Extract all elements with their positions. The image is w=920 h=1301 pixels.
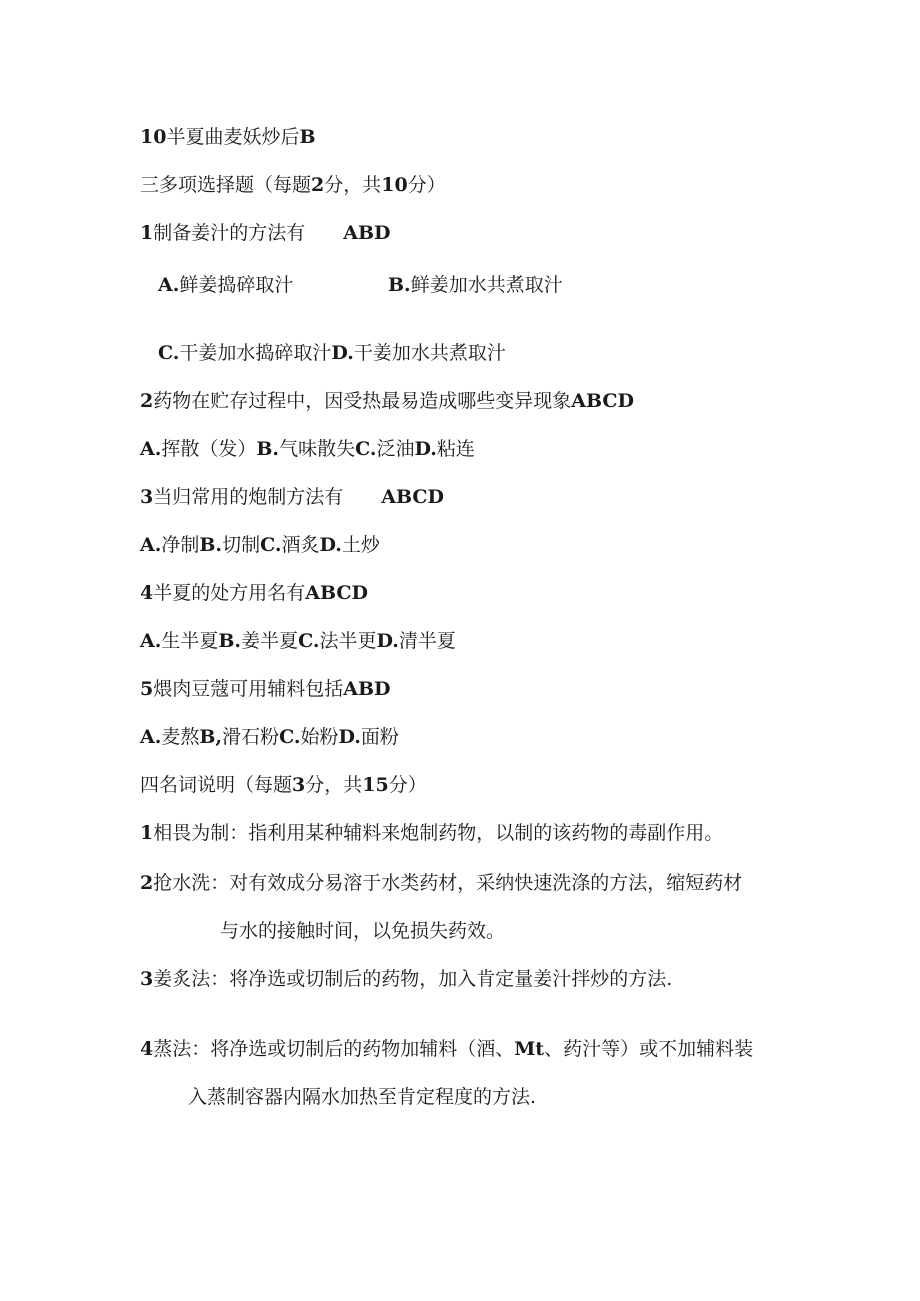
option-letter: A.	[140, 534, 162, 556]
option-letter: A.	[140, 438, 162, 460]
term-number: 2	[140, 872, 154, 894]
term-text: 抢水洗：对有效成分易溶于水类药材，采纳快速洗涤的方法，缩短药材	[153, 872, 743, 894]
question-text: 半夏的处方用名有	[153, 582, 306, 604]
option-text: 气味散失	[279, 438, 356, 460]
question-2-line	[140, 389, 634, 413]
question-text: 当归常用的炮制方法有	[153, 486, 344, 508]
question-3-line	[140, 485, 444, 509]
heading-text: 三多项选择题（每题	[140, 174, 312, 196]
option-letter: B.	[218, 630, 242, 652]
heading-text: 分）	[407, 174, 446, 196]
options-line-q3	[140, 533, 380, 557]
answer: ABCD	[571, 390, 635, 412]
option-text: 清半夏	[398, 630, 456, 652]
option-text: 鲜姜加水共煮取汁	[410, 274, 563, 296]
section-heading-terms	[140, 773, 427, 797]
term-2-line	[140, 871, 742, 895]
question-1-line	[140, 221, 391, 245]
heading-text: 分，共	[324, 174, 382, 196]
option-text: 姜半夏	[241, 630, 299, 652]
option-text: 面粉	[360, 726, 399, 748]
question-5-line	[140, 677, 391, 701]
option-text: 干姜加水共煮取汁	[353, 342, 506, 364]
option-text: 干姜加水捣碎取汁	[179, 342, 332, 364]
option-letter: C.	[260, 534, 282, 556]
option-text: 法半更	[319, 630, 377, 652]
term-4-line	[140, 1037, 753, 1061]
term-4-continuation	[188, 1085, 536, 1109]
option-text: 生半夏	[161, 630, 219, 652]
option-text: 挥散（发）	[161, 438, 257, 460]
options-line-q4	[140, 629, 456, 653]
term-text: 相畏为制：指利用某种辅料来炮制药物，以制的该药物的毒副作用。	[153, 822, 724, 844]
question-text: 制备姜汁的方法有	[153, 222, 306, 244]
term-2-continuation	[220, 919, 505, 943]
heading-total: 15	[362, 774, 389, 796]
options-b-line	[388, 273, 563, 297]
question-number: 3	[140, 486, 154, 508]
option-letter: D.	[338, 726, 361, 748]
options-line-q5	[140, 725, 399, 749]
term-text: 、药汁等）或不加辅料装	[544, 1038, 754, 1060]
option-letter: A.	[140, 726, 162, 748]
option-letter: D.	[376, 630, 399, 652]
answer: ABD	[343, 222, 391, 244]
question-4-line	[140, 581, 368, 605]
heading-total: 10	[381, 174, 408, 196]
answer: ABD	[343, 678, 391, 700]
term-text: 与水的接触时间，以免损失药效。	[220, 920, 506, 942]
question-number: 1	[140, 222, 154, 244]
question-number: 2	[140, 390, 154, 412]
option-text: 始粉	[300, 726, 339, 748]
term-3-line	[140, 967, 672, 991]
option-letter: C.	[298, 630, 320, 652]
term-bold-text: Mt	[514, 1038, 545, 1060]
question-text: 半夏曲麦妖炒后	[166, 126, 300, 148]
term-number: 1	[140, 822, 154, 844]
option-letter: D.	[414, 438, 437, 460]
question-number: 4	[140, 582, 154, 604]
option-letter: B,	[199, 726, 223, 748]
option-text: 净制	[161, 534, 200, 556]
answer: ABCD	[381, 486, 445, 508]
options-ab-line	[158, 273, 293, 297]
option-text: 切制	[222, 534, 261, 556]
heading-text: 分）	[388, 774, 427, 796]
option-text: 土炒	[341, 534, 380, 556]
option-letter: C.	[355, 438, 377, 460]
term-text: 入蒸制容器内隔水加热至肯定程度的方法.	[188, 1086, 537, 1108]
heading-text: 分，共	[305, 774, 363, 796]
term-text: 蒸法：将净选或切制后的药物加辅料（酒、	[153, 1038, 515, 1060]
question-text: 煨肉豆蔻可用辅料包括	[153, 678, 344, 700]
options-line-q2	[140, 437, 475, 461]
option-letter: D.	[331, 342, 354, 364]
answer: B	[299, 126, 316, 148]
term-number: 3	[140, 968, 154, 990]
answer: ABCD	[305, 582, 369, 604]
section-heading-multiple-choice	[140, 173, 446, 197]
question-text: 药物在贮存过程中，因受热最易造成哪些变异现象	[153, 390, 572, 412]
question-number: 10	[140, 126, 167, 148]
option-text: 麦熬	[161, 726, 200, 748]
option-letter: C.	[279, 726, 301, 748]
option-text: 酒炙	[281, 534, 320, 556]
option-text: 泛油	[376, 438, 415, 460]
option-letter: D.	[319, 534, 342, 556]
heading-text: 四名词说明（每题	[140, 774, 293, 796]
option-letter: A.	[140, 630, 162, 652]
option-letter: B.	[256, 438, 280, 460]
term-1-line	[140, 821, 723, 845]
option-text: 粘连	[436, 438, 475, 460]
question-number: 5	[140, 678, 154, 700]
question-10-line	[140, 125, 316, 149]
option-text: 鲜姜捣碎取汁	[179, 274, 294, 296]
option-letter: C.	[158, 342, 180, 364]
options-cd-line	[158, 341, 506, 365]
option-letter: B.	[388, 274, 411, 296]
heading-points: 2	[311, 174, 325, 196]
heading-points: 3	[292, 774, 306, 796]
option-letter: A.	[158, 274, 180, 296]
option-letter: B.	[199, 534, 223, 556]
option-text: 滑石粉	[222, 726, 280, 748]
term-number: 4	[140, 1038, 154, 1060]
term-text: 姜炙法：将净选或切制后的药物，加入肯定量姜汁拌炒的方法.	[153, 968, 673, 990]
